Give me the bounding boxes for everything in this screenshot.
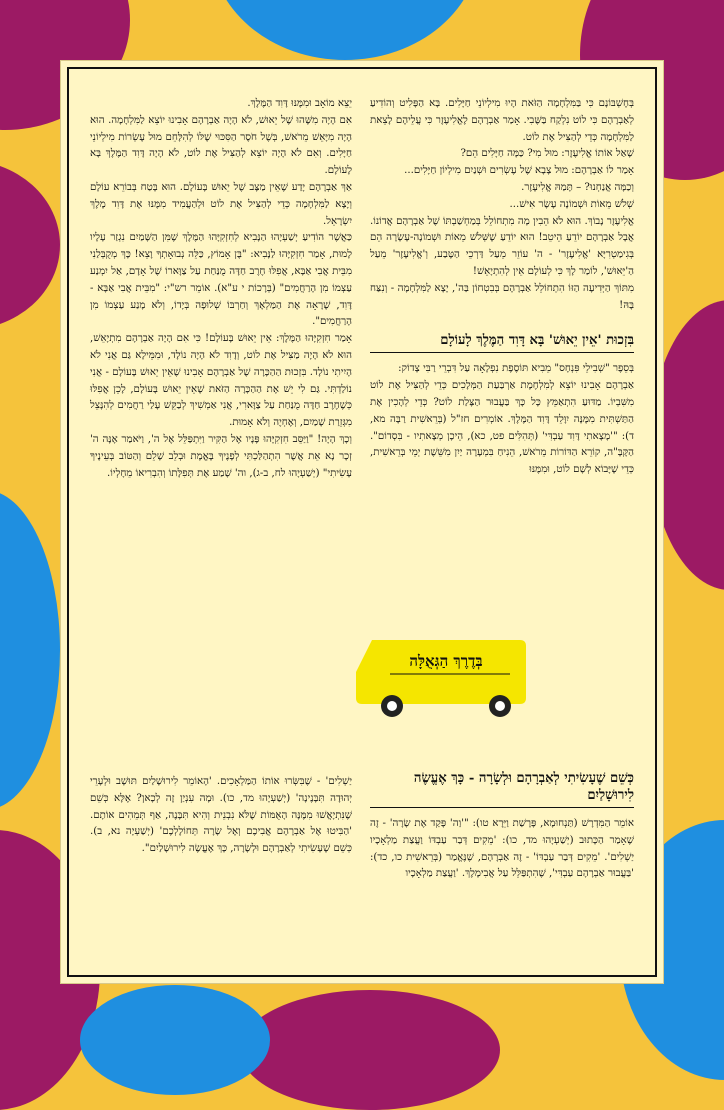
paragraph: יֵצֵא מוֹאָב וּמִמֶּנּוּ דָּוִד הַמֶּלֶךְ. (247, 98, 352, 109)
paragraph: אַךְ אַבְרָהָם יָדַע שֶׁאֵין מַצָּב שֶׁל יֵאוּשׁ בָּעוֹלָם. הוּא בָּטַח בְּבוֹרֵא עוֹלָם וְיָצָא לַמִּלְחָמָה כְּדֵי לְהַצִּיל אֶת לוֹט וּלְהַעֲמִיד מִמֶּנּוּ אֶת דָּוִד מֶלֶךְ יִשְׂרָאֵל. (90, 181, 352, 227)
paragraph: וְכָךְ הָיָה! "וַיַּסֵּב חִזְקִיָּהוּ פָּנָיו אֶל הַקִּיר וַיִּתְפַּלֵּל אֶל ה', וַיֹּאמַר אָנָּה ה' זְכָר נָא אֵת אֲשֶׁר הִתְהַלַּכְתִּי לְפָנֶיךָ בֶּאֱמֶת וּבְלֵב שָׁלֵם וְהַטּוֹב בְּעֵינֶיךָ עָשִׂיתִי" (יְשַׁעְיָהוּ לח, ב-ג), וה' שָׁמַע אֶת תְּפִלָּתוֹ וְהִבְרִיאוֹ מֵחָלְיוֹ. (90, 433, 352, 479)
paragraph: שָׁאַל אוֹתוֹ אֱלִיעֶזֶר: מוּל מִי? כַּמָּה חַיָּלִים הֵם? (460, 148, 634, 160)
left-column (90, 96, 352, 482)
paragraph: מִתּוֹךְ הַיְּדִיעָה הַזּוֹ הִתְחוֹלֵל אַבְרָהָם בְּבִטְחוֹן בַּה', יָצָא לַמִּלְחָמָה - וְנִצַּח בָּהּ! (370, 282, 634, 311)
paragraph: אִם הָיָה מִשֶּׁהוּ שֶׁל יֵאוּשׁ, לֹא הָיָה אַבְרָהָם אָבִינוּ יוֹצֵא לַמִּלְחָמָה. הוּא הָיָה מִיָּאֵשׁ מֵרֹאשׁ, בְּשֶׁל חֹסֶר הַסִּכּוּי שֶׁלּוֹ לְהִלָּחֵם מוּל עֶשְׂרוֹת מִילְיוֹנֵי חַיָּלִים. וְאִם לֹא הָיָה יוֹצֵא לְהַצִּיל אֶת לוֹט, לֹא הָיָה דָּוִד הַמֶּלֶךְ בָּא לָעוֹלָם. (90, 114, 352, 177)
right-column-bottom (370, 770, 634, 883)
magenta-blob-bottom (240, 990, 500, 1110)
paragraph: בְּסֵפֶר "שְׁבִילֵי פִּנְחָס" מֵבִיא תּוֹסֶפֶת נִפְלָאָה עַל דִּבְרֵי רַבִּי צָדוֹק: (398, 363, 634, 375)
wheel-icon (489, 695, 511, 717)
bus-label: בְּדֶרֶךְ הַגְּאֻלָּה (409, 652, 483, 670)
paragraph: וְכַמָּה אֲנַחְנוּ? – תָּמַהּ אֱלִיעֶזֶר. (521, 181, 634, 193)
blue-blob-left (0, 490, 60, 810)
wheel-icon (381, 695, 403, 717)
paragraph: אוֹמֵר הַמִּדְרָשׁ (תַּנְחוּמָא, פָּרָשַׁת וַיֵּרָא טו): "'וַה' פָּקַד אֶת שָׂרָה' - זֶה שֶׁאָמַר הַכָּתוּב (יְשַׁעְיָהוּ מד, כו): 'מֵקִים דְּבַר עַבְדּוֹ וַעֲצַת מַלְאָכָיו יַשְׁלִים'. 'מֵקִים דְּבַר עַבְדּוֹ' - זֶה אַבְרָהָם, שֶׁנֶּאֱמַר (בְּרֵאשִׁית כו, כד): 'בַּעֲבוּר אַבְרָהָם עַבְדִּי', שֶׁהִתְפַּלֵּל עַל אֲבִימֶלֶךְ. 'וַעֲצַת מַלְאָכָיו (370, 818, 634, 880)
paragraph: אָמַר חִזְקִיָּהוּ הַמֶּלֶךְ: אֵין יֵאוּשׁ בָּעוֹלָם! כִּי אִם הָיָה אַבְרָהָם מִתְיָאֵשׁ, הוּא לֹא הָיָה מַצִּיל אֶת לוֹט, וְדָוִד לֹא הָיָה נוֹלָד, וּמִמֵּילָא גַּם אֲנִי לֹא הָיִיתִי נוֹלָד. בִּזְכוּת הַהַכָּרָה שֶׁל אַבְרָהָם אָבִינוּ שֶׁאֵין יֵאוּשׁ בָּעוֹלָם - אֲנִי נוֹלַדְתִּי. גַּם לִי יֵשׁ אֶת הַהַכָּרָה הַזֹּאת שֶׁאֵין יֵאוּשׁ בָּעוֹלָם, לָכֵן אֲפִלּוּ כְּשֶׁחֶרֶב חַדָּה מֻנַּחַת עַל צַוָּארִי, אֲנִי אַמְשִׁיךְ לְבַקֵּשׁ עָלַי רַחֲמִים לְהִנָּצֵל מִגְּזֵרַת שָׁמַיִם, וְאֶחְיֶה וְלֹא אָמוּת. (90, 333, 352, 429)
section-title: כְּשֵׁם שֶׁעָשִׂיתִי לְאַבְרָהָם וּלְשָׂרָה - כָּךְ אֶעֱשֶׂה לִירוּשָׁלַיִם (413, 771, 634, 803)
blue-blob-top (210, 0, 480, 60)
paragraph: יַשְׁלִים' - שֶׁבִּשְּׂרוּ אוֹתוֹ הַמַּלְאָכִים. 'הָאוֹמֵר לִירוּשָׁלַיִם תּוּשָׁב וּלְעָרֵי יְהוּדָה תִּבָּנֶינָה' (יְשַׁעְיָהוּ מד, כו). וּמָה עִנְיַן זֶה לְכָאן? אֶלָּא כְּשֵׁם שֶׁנִּתְיָאֲשׁוּ מִמֶּנָּה הָאֻמּוֹת שֶׁלֹּא נִבְנֵית וְהִיא תִּבָּנֶה, אַף תְּמֵהִים אוֹתָם. 'הַבִּיטוּ אֶל אַבְרָהָם אֲבִיכֶם וְאֶל שָׂרָה תְּחוֹלֶלְכֶם' (יְשַׁעְיָה נא, ב). כְּשֵׁם שֶׁעָשִׂיתִי לְאַבְרָהָם וּלְשָׂרָה, כָּךְ אֶעֱשֶׂה לִירוּשָׁלַיִם". (90, 776, 352, 855)
paragraph: כַּאֲשֶׁר הוֹדִיעַ יְשַׁעְיָהוּ הַנָּבִיא לְחִזְקִיָּהוּ הַמֶּלֶךְ שֶׁמִּן הַשָּׁמַיִם נִגְזַר עָלָיו לָמוּת, אָמַר חִזְקִיָּהוּ לַנָּבִיא: "בֶּן אָמוֹץ, כַּלֵּה נְבוּאָתְךָ וָצֵא! כָּךְ מְקֻבְּלַנִי מִבֵּית אֲבִי אַבָּא, אֲפִלּוּ חֶרֶב חַדָּה מֻנַּחַת עַל צַוָּארוֹ שֶׁל אָדָם, אַל יִמְנַע עַצְמוֹ מִן הָרַחֲמִים" (בְּרָכוֹת י ע"א). אוֹמֵר רש"י: "מִבֵּית אֲבִי אַבָּא - דָּוִד, שֶׁרָאָה אֶת הַמַּלְאָךְ וְחַרְבּוֹ שְׁלוּפָה בְּיָדוֹ, וְלֹא מָנַע עַצְמוֹ מִן הָרַחֲמִים". (90, 232, 352, 328)
paragraph: שְׁלֹשׁ מֵאוֹת וּשְׁמוֹנָה עָשָׂר אִישׁ... (509, 198, 634, 210)
paragraph: בְּחֶשְׁבּוֹנָם כִּי בַּמִּלְחָמָה הַזֹּאת הָיוּ מִילְיוֹנֵי חַיָּלִים. בָּא הַפָּלִיט וְהוֹדִיעַ לְאַבְרָהָם כִּי לוֹט נִלְקַח בַּשֶּׁבִי. אָמַר אַבְרָהָם לֶאֱלִיעֶזֶר כִּי עֲלֵיהֶם לָצֵאת לַמִּלְחָמָה כְּדֵי לְהַצִּיל אֶת לוֹט. (370, 98, 634, 143)
bus-body (356, 640, 526, 704)
left-column-bottom (90, 774, 352, 858)
section-title: בִּזְכוּת 'אֵין יֵאוּשׁ' בָּא דָּוִד הַמֶּלֶךְ לָעוֹלָם (440, 333, 634, 349)
bus-illustration (350, 632, 530, 724)
title-underline (370, 807, 634, 808)
right-column (370, 96, 634, 479)
title-underline (370, 352, 634, 353)
blue-blob-bottom (80, 985, 270, 1095)
magenta-blob-left (0, 160, 60, 330)
paragraph: אֱלִיעֶזֶר נָבוֹךְ. הוּא לֹא הֵבִין מָה מִתְחוֹלֵל בְּמַחְשַׁבְתּוֹ שֶׁל אַבְרָהָם אֲדוֹנוֹ. אֲבָל אַבְרָהָם יוֹדֵעַ הֵיטֵב! הוּא יוֹדֵעַ שֶׁשְּׁלֹשׁ מֵאוֹת וּשְׁמוֹנָה-עָשָׂרָה הֵם בְּגִימַטְרִיָּא 'אֱלִיעֶזֶר' - ה' עוֹזֵר מֵעַל דַּרְכֵי הַטֶּבַע, וְ'אֱלִיעֶזֶר' מֵעַל הַ'יֵּאוּשׁ', לוֹמַר לָךְ כִּי לְעוֹלָם אֵין לְהִתְיָאֵשׁ! (370, 215, 634, 277)
paragraph: אָמַר לוֹ אַבְרָהָם: מוּל צָבָא שֶׁל עֶשְׂרִים וּשְׁנַיִם מִילְיוֹן חַיָּלִים... (404, 165, 634, 177)
paragraph: אַבְרָהָם אָבִינוּ יוֹצֵא לְמִלְחֶמֶת אַרְבַּעַת הַמְּלָכִים כְּדֵי לְהַצִּיל אֶת לוֹט מִשִּׁבְיוֹ. מַדּוּעַ הִתְאַמֵּץ כָּל כָּךְ בַּעֲבוּר הַצָּלַת לוֹט? כְּדֵי לְהָכִין אֶת הַתַּשְׁתִּית מִמֶּנָּה יִוָּלֵד דָּוִד הַמֶּלֶךְ. אוֹמְרִים חז"ל (בְּרֵאשִׁית רַבָּה מא, ד): "'מָצָאתִי דָּוִד עַבְדִּי' (תְּהִלִּים פט, כא), הֵיכָן מְצָאתִיו - בִּסְדוֹם". הַקָּבָּ"ה, קוֹרֵא הַדּוֹרוֹת מֵרֹאשׁ, הֵנִיחַ בִּמְעָרָה יַיִן מִשֵּׁשֶׁת יְמֵי בְּרֵאשִׁית, כְּדֵי שֶׁיָּבוֹא לְשָׁם לוֹט, וּמִמֶּנּוּ (370, 380, 634, 476)
